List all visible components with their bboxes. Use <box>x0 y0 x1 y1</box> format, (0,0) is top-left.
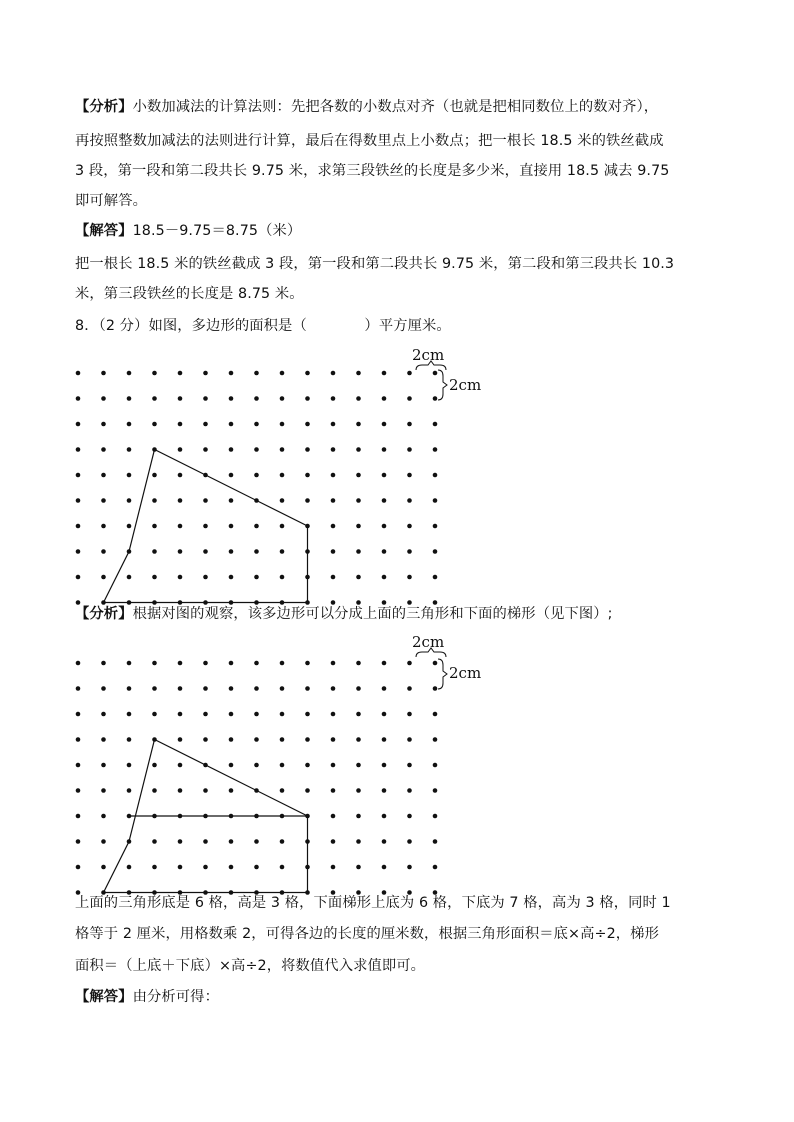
grid-dot <box>433 498 438 503</box>
grid-dot <box>407 549 412 554</box>
grid-dot <box>305 498 310 503</box>
grid-dot <box>178 839 183 844</box>
grid-dot <box>178 371 183 376</box>
grid-dot <box>76 371 81 376</box>
grid-dot <box>254 865 259 870</box>
grid-dot <box>433 422 438 427</box>
grid-dot <box>305 422 310 427</box>
grid-dot <box>178 763 183 768</box>
grid-dot <box>331 422 336 427</box>
grid-dot <box>178 498 183 503</box>
grid-dot <box>382 371 387 376</box>
grid-dot <box>433 396 438 401</box>
grid-dot <box>407 575 412 580</box>
grid-dot <box>101 549 106 554</box>
grid-dot <box>382 737 387 742</box>
grid-dot <box>331 865 336 870</box>
grid-dot <box>433 737 438 742</box>
q8-explain-line-1: 上面的三角形底是 6 格，高是 3 格，下面梯形上底为 6 格，下底为 7 格，高为 3 格，同时 1 <box>75 895 671 911</box>
grid-dot <box>356 737 361 742</box>
grid-dot <box>152 788 157 793</box>
q7-answer-text-1: 把一根长 18.5 米的铁丝截成 3 段，第一段和第二段共长 9.75 米，第二段和第三段共长 10.3 <box>75 256 675 272</box>
grid-dot <box>101 371 106 376</box>
grid-dot <box>382 473 387 478</box>
grid-dot <box>254 371 259 376</box>
grid-dot <box>407 737 412 742</box>
grid-dot <box>280 498 285 503</box>
grid-dot <box>101 661 106 666</box>
grid-dot <box>76 575 81 580</box>
grid-dot <box>382 712 387 717</box>
grid-dot <box>433 549 438 554</box>
grid-dot <box>76 839 81 844</box>
grid-dot <box>152 865 157 870</box>
q8-explain-line-3: 面积＝（上底＋下底）×高÷2，将数值代入求值即可。 <box>75 958 426 974</box>
grid-dot <box>76 549 81 554</box>
grid-dot <box>229 549 234 554</box>
grid-dot <box>331 473 336 478</box>
grid-dot <box>76 814 81 819</box>
grid-dot <box>254 549 259 554</box>
grid-dot <box>305 371 310 376</box>
q7-answer-line <box>75 221 301 241</box>
grid-dot <box>76 447 81 452</box>
grid-dot <box>407 371 412 376</box>
grid-dot <box>229 524 234 529</box>
dot-grid-figure-2 <box>60 630 490 890</box>
grid-dot <box>382 524 387 529</box>
grid-dot <box>229 661 234 666</box>
answer-tag: 【解答】 <box>75 223 133 239</box>
grid-dot <box>101 763 106 768</box>
grid-dot <box>280 763 285 768</box>
grid-dot <box>356 549 361 554</box>
grid-dot <box>203 737 208 742</box>
grid-dot <box>203 498 208 503</box>
grid-dot <box>356 661 361 666</box>
grid-dot <box>178 575 183 580</box>
grid-dot <box>356 814 361 819</box>
grid-dot <box>127 396 132 401</box>
grid-dot <box>433 371 438 376</box>
grid-dot <box>101 422 106 427</box>
grid-dot <box>152 524 157 529</box>
grid-dot <box>229 737 234 742</box>
grid-dot <box>127 788 132 793</box>
grid-dot <box>76 498 81 503</box>
answer-text: 由分析可得： <box>132 989 219 1005</box>
q7-analysis-line-2: 再按照整数加减法的法则进行计算，最后在得数里点上小数点；把一根长 18.5 米的铁丝截成 <box>75 133 664 149</box>
grid-dot <box>407 396 412 401</box>
grid-dot <box>152 839 157 844</box>
grid-dot <box>407 865 412 870</box>
grid-dot <box>356 447 361 452</box>
grid-dot <box>356 712 361 717</box>
grid-dot <box>407 839 412 844</box>
grid-dot <box>101 865 106 870</box>
grid-dot <box>331 712 336 717</box>
grid-dot <box>254 396 259 401</box>
grid-dot <box>382 422 387 427</box>
grid-dot <box>254 524 259 529</box>
grid-dot <box>254 737 259 742</box>
grid-dot <box>254 661 259 666</box>
q8-explain-line-2: 格等于 2 厘米，用格数乘 2，可得各边的长度的厘米数，根据三角形面积＝底×高÷2，梯形 <box>75 926 659 942</box>
grid-dot <box>382 447 387 452</box>
grid-dot <box>356 422 361 427</box>
scale-label-top: 2cm <box>412 633 445 651</box>
grid-dot <box>127 498 132 503</box>
grid-dot <box>178 737 183 742</box>
grid-dot <box>382 661 387 666</box>
grid-dot <box>356 396 361 401</box>
grid-dot <box>127 865 132 870</box>
grid-dot <box>382 788 387 793</box>
grid-dot <box>356 686 361 691</box>
grid-dot <box>229 422 234 427</box>
grid-dot <box>407 814 412 819</box>
grid-dot <box>152 575 157 580</box>
grid-dot <box>407 712 412 717</box>
grid-dot <box>305 763 310 768</box>
answer-formula: 18.5－9.75＝8.75（米） <box>132 223 302 239</box>
dot-grid-figure-1 <box>60 340 490 600</box>
grid-dot <box>407 661 412 666</box>
grid-dot <box>229 575 234 580</box>
grid-dot <box>254 763 259 768</box>
grid-dot <box>76 865 81 870</box>
grid-dot <box>305 473 310 478</box>
grid-dot <box>331 763 336 768</box>
grid-dot <box>76 396 81 401</box>
grid-dot <box>331 575 336 580</box>
grid-dot <box>356 524 361 529</box>
grid-dot <box>127 371 132 376</box>
q8-analysis-line <box>75 604 613 624</box>
grid-dot <box>178 422 183 427</box>
grid-dot <box>152 498 157 503</box>
grid-dot <box>280 473 285 478</box>
grid-dot <box>254 447 259 452</box>
grid-dot <box>101 737 106 742</box>
grid-dot <box>76 737 81 742</box>
grid-dot <box>433 839 438 844</box>
grid-dot <box>280 575 285 580</box>
grid-dot <box>382 549 387 554</box>
grid-dot <box>152 712 157 717</box>
grid-dot <box>101 498 106 503</box>
grid-dot <box>101 686 106 691</box>
grid-dot <box>280 447 285 452</box>
grid-dot <box>254 839 259 844</box>
grid-dot <box>331 686 336 691</box>
grid-dot <box>407 524 412 529</box>
grid-dot <box>305 686 310 691</box>
grid-dot <box>101 839 106 844</box>
grid-dot <box>280 737 285 742</box>
grid-dot <box>382 865 387 870</box>
grid-dot <box>203 371 208 376</box>
grid-dot <box>305 788 310 793</box>
grid-dot <box>280 371 285 376</box>
grid-dot <box>178 447 183 452</box>
q8-question: 8．（2 分）如图，多边形的面积是（ ）平方厘米。 <box>75 318 451 334</box>
grid-dot <box>101 447 106 452</box>
grid-dot <box>229 763 234 768</box>
grid-dot <box>101 473 106 478</box>
grid-dot <box>152 763 157 768</box>
grid-dot <box>203 712 208 717</box>
grid-dot <box>229 473 234 478</box>
grid-dot <box>203 524 208 529</box>
scale-label-top: 2cm <box>412 346 445 364</box>
grid-dot <box>254 712 259 717</box>
grid-dot <box>152 473 157 478</box>
grid-dot <box>178 788 183 793</box>
grid-dot <box>203 661 208 666</box>
grid-dot <box>203 686 208 691</box>
grid-dot <box>76 661 81 666</box>
grid-dot <box>76 422 81 427</box>
grid-dot <box>254 686 259 691</box>
grid-dot <box>433 524 438 529</box>
grid-dots <box>76 661 438 895</box>
grid-dot <box>331 447 336 452</box>
grid-dot <box>433 473 438 478</box>
analysis-tag: 【分析】 <box>75 606 133 622</box>
grid-dot <box>382 686 387 691</box>
grid-dot <box>178 712 183 717</box>
grid-dot <box>76 686 81 691</box>
brace-side-icon <box>438 370 447 400</box>
grid-dot <box>101 712 106 717</box>
grid-dot <box>331 814 336 819</box>
scale-label-side: 2cm <box>449 376 482 394</box>
grid-dot <box>76 788 81 793</box>
grid-dot <box>331 549 336 554</box>
grid-dot <box>203 865 208 870</box>
grid-dot <box>178 524 183 529</box>
grid-dot <box>382 498 387 503</box>
grid-dot <box>331 661 336 666</box>
brace-side-icon <box>438 659 447 689</box>
q7-analysis-line-3: 3 段，第一段和第二段共长 9.75 米，求第三段铁丝的长度是多少米，直接用 18.5 减去 9.75 <box>75 163 670 179</box>
grid-dot <box>127 422 132 427</box>
q7-answer-text-2: 米，第三段铁丝的长度是 8.75 米。 <box>75 286 304 302</box>
grid-dot <box>280 788 285 793</box>
grid-dot <box>382 575 387 580</box>
grid-dot <box>280 686 285 691</box>
grid-dot <box>382 814 387 819</box>
grid-dot <box>178 661 183 666</box>
grid-dot <box>101 788 106 793</box>
grid-dot <box>382 763 387 768</box>
grid-dot <box>331 524 336 529</box>
grid-dot <box>407 788 412 793</box>
grid-dot <box>331 498 336 503</box>
q7-analysis-line-4: 即可解答。 <box>75 193 147 209</box>
grid-dot <box>433 575 438 580</box>
grid-dot <box>127 737 132 742</box>
grid-dot <box>407 473 412 478</box>
grid-dot <box>229 498 234 503</box>
grid-dot <box>76 763 81 768</box>
grid-dot <box>229 788 234 793</box>
grid-dot <box>280 661 285 666</box>
grid-dot <box>407 763 412 768</box>
grid-dot <box>152 371 157 376</box>
grid-dot <box>305 396 310 401</box>
grid-dot <box>407 447 412 452</box>
grid-dot <box>76 524 81 529</box>
grid-dot <box>152 661 157 666</box>
grid-dot <box>203 396 208 401</box>
grid-dots <box>76 371 438 605</box>
grid-dot <box>254 473 259 478</box>
grid-dot <box>152 396 157 401</box>
grid-dot <box>305 712 310 717</box>
grid-dot <box>433 712 438 717</box>
grid-dot <box>76 473 81 478</box>
grid-dot <box>433 447 438 452</box>
grid-dot <box>280 396 285 401</box>
grid-dot <box>203 447 208 452</box>
analysis-text: 小数加减法的计算法则：先把各数的小数点对齐（也就是把相同数位上的数对齐）， <box>132 99 659 115</box>
grid-dot <box>178 865 183 870</box>
scale-label-side: 2cm <box>449 664 482 682</box>
grid-dot <box>127 661 132 666</box>
grid-dot <box>101 396 106 401</box>
grid-dot <box>229 712 234 717</box>
grid-dot <box>178 686 183 691</box>
grid-dot <box>331 396 336 401</box>
grid-dot <box>229 371 234 376</box>
grid-dot <box>407 498 412 503</box>
grid-dot <box>331 839 336 844</box>
grid-dot <box>203 575 208 580</box>
grid-dot <box>254 422 259 427</box>
grid-dot <box>101 814 106 819</box>
grid-dot <box>280 839 285 844</box>
grid-dot <box>305 737 310 742</box>
grid-dot <box>280 524 285 529</box>
answer-tag: 【解答】 <box>75 989 133 1005</box>
grid-dot <box>280 422 285 427</box>
grid-dot <box>331 371 336 376</box>
grid-dot <box>433 763 438 768</box>
grid-dot <box>101 575 106 580</box>
grid-dot <box>433 865 438 870</box>
grid-dot <box>356 839 361 844</box>
grid-dot <box>229 686 234 691</box>
grid-dot <box>127 524 132 529</box>
grid-dot <box>280 865 285 870</box>
grid-dot <box>407 422 412 427</box>
grid-dot <box>356 473 361 478</box>
grid-dot <box>101 524 106 529</box>
grid-dot <box>203 788 208 793</box>
grid-dot <box>127 575 132 580</box>
grid-dot <box>203 549 208 554</box>
grid-dot <box>331 788 336 793</box>
grid-dot <box>127 686 132 691</box>
grid-dot <box>178 473 183 478</box>
grid-dot <box>254 575 259 580</box>
grid-dot <box>127 763 132 768</box>
grid-dot <box>331 737 336 742</box>
grid-dot <box>382 839 387 844</box>
grid-dot <box>152 549 157 554</box>
analysis-text: 根据对图的观察，该多边形可以分成上面的三角形和下面的梯形（见下图）; <box>132 606 613 622</box>
grid-dot <box>127 473 132 478</box>
grid-dot <box>203 839 208 844</box>
grid-dot <box>229 865 234 870</box>
grid-dot <box>229 396 234 401</box>
grid-dot <box>229 839 234 844</box>
grid-dot <box>152 686 157 691</box>
grid-dot <box>356 763 361 768</box>
q7-analysis-line-1 <box>75 97 658 117</box>
grid-dot <box>203 422 208 427</box>
grid-dot <box>127 712 132 717</box>
grid-dot <box>229 447 234 452</box>
grid-dot <box>407 686 412 691</box>
grid-dot <box>178 549 183 554</box>
grid-dot <box>280 712 285 717</box>
grid-dot <box>305 447 310 452</box>
grid-dot <box>382 396 387 401</box>
grid-dot <box>356 865 361 870</box>
grid-dot <box>76 712 81 717</box>
analysis-tag: 【分析】 <box>75 99 133 115</box>
grid-dot <box>356 788 361 793</box>
grid-dot <box>280 549 285 554</box>
grid-dot <box>178 396 183 401</box>
grid-dot <box>433 814 438 819</box>
grid-dot <box>356 498 361 503</box>
q8-answer-line <box>75 987 219 1007</box>
grid-dot <box>305 661 310 666</box>
grid-dot <box>433 686 438 691</box>
grid-dot <box>433 661 438 666</box>
grid-dot <box>433 788 438 793</box>
grid-dot <box>356 371 361 376</box>
grid-dot <box>127 447 132 452</box>
grid-dot <box>356 575 361 580</box>
grid-dot <box>152 422 157 427</box>
